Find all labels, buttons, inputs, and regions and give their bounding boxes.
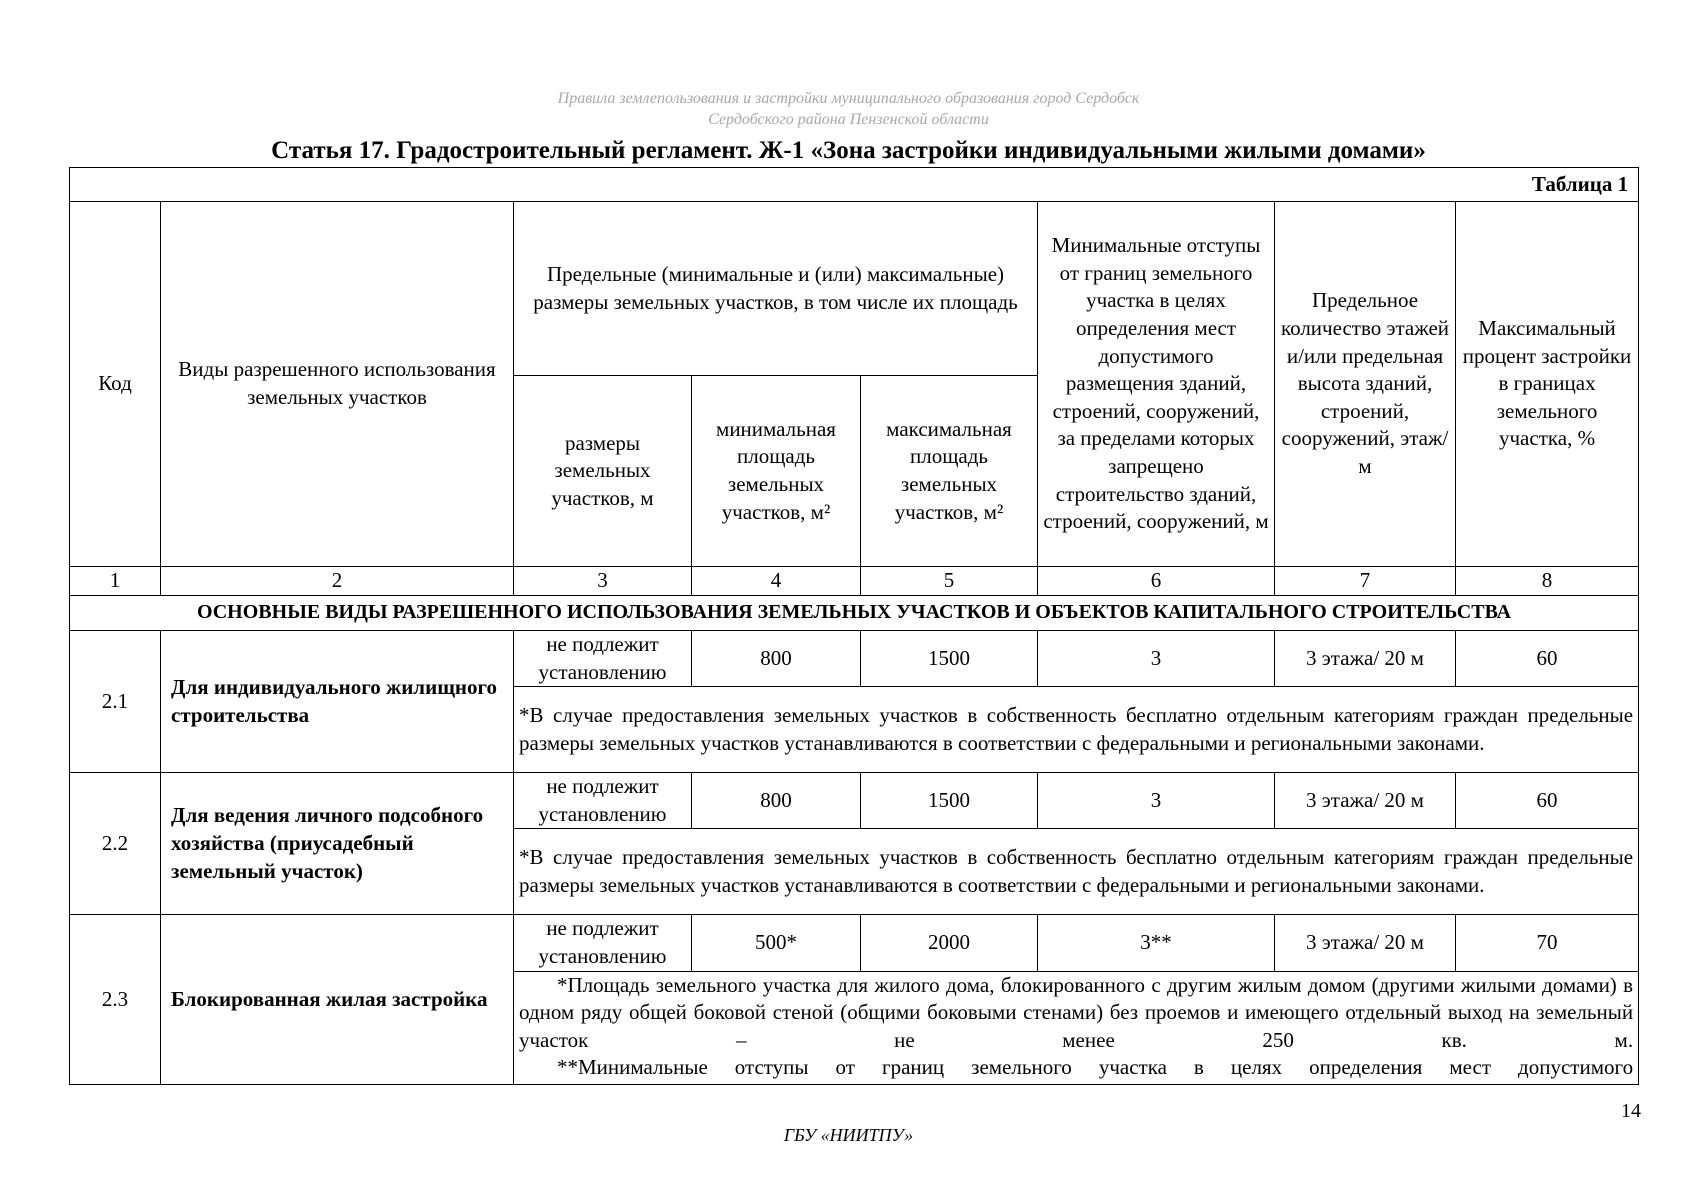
row-note: *В случае предоставления земельных участков в собственность бесплатно отдельным категориям граждан предельные размеры земельных участков устанавливаются в соответствии с федеральными и региональными законами. [514, 687, 1639, 773]
header-coverage: Максимальный процент застройки в границах земельного участка, % [1456, 202, 1639, 567]
column-number: 8 [1456, 567, 1639, 596]
running-header-line-2: Сердобского района Пензенской области [708, 111, 989, 128]
row-floors: 3 этажа/ 20 м [1275, 631, 1456, 687]
header-use-type: Виды разрешенного использования земельных участков [161, 202, 514, 567]
column-number: 4 [692, 567, 861, 596]
header-code: Код [70, 202, 161, 567]
row-floors: 3 этажа/ 20 м [1275, 915, 1456, 971]
row-min-area: 800 [692, 773, 861, 829]
row-note-paragraph: *Площадь земельного участка для жилого дома, блокированного с другим жилым домом (другими жилыми домами) в одном ряду общей боковой стеной (общими боковыми стенами) без проемов и имеющего отдельный выход на земельный участок – не менее 250 кв. м. [519, 972, 1634, 1052]
row-code: 2.1 [70, 631, 161, 773]
row-floors: 3 этажа/ 20 м [1275, 773, 1456, 829]
row-max-area: 2000 [861, 915, 1038, 971]
column-number: 2 [161, 567, 514, 596]
row-coverage: 60 [1456, 631, 1639, 687]
running-header-line-1: Правила землепользования и застройки муниципального образования город Сердобск [557, 90, 1140, 107]
row-plot-size: не подлежит установлению [514, 631, 692, 687]
table-row [70, 773, 1639, 829]
table-caption: Таблица 1 [70, 168, 1639, 202]
row-code: 2.2 [70, 773, 161, 915]
header-limits-group: Предельные (минимальные и (или) максимальные) размеры земельных участков, в том числе их площадь [514, 202, 1038, 376]
row-min-area: 500* [692, 915, 861, 971]
row-note-paragraph: **Минимальные отступы от границ земельного участка в целях определения мест допустимого [557, 1055, 1634, 1080]
row-max-area: 1500 [861, 773, 1038, 829]
header-max-area: максимальная площадь земельных участков, м² [861, 376, 1038, 567]
row-use-name: Для индивидуального жилищного строительства [161, 631, 514, 773]
header-plot-size: размеры земельных участков, м [514, 376, 692, 567]
row-setback: 3 [1038, 773, 1275, 829]
column-number-row [70, 567, 1639, 596]
header-floors: Предельное количество этажей и/или предельная высота зданий, строений, сооружений, этаж/м [1275, 202, 1456, 567]
section-title: ОСНОВНЫЕ ВИДЫ РАЗРЕШЕННОГО ИСПОЛЬЗОВАНИЯ ЗЕМЕЛЬНЫХ УЧАСТКОВ И ОБЪЕКТОВ КАПИТАЛЬНОГО СТРОИТЕЛЬСТВА [70, 596, 1639, 631]
row-note [514, 971, 1639, 1084]
row-use-name: Блокированная жилая застройка [161, 915, 514, 1084]
column-number: 7 [1275, 567, 1456, 596]
table-row [70, 915, 1639, 971]
page-number: 14 [1621, 1100, 1641, 1122]
column-number: 6 [1038, 567, 1275, 596]
row-code: 2.3 [70, 915, 161, 1084]
column-number: 5 [861, 567, 1038, 596]
row-max-area: 1500 [861, 631, 1038, 687]
column-number: 1 [70, 567, 161, 596]
row-setback: 3** [1038, 915, 1275, 971]
article-title: Статья 17. Градостроительный регламент. Ж-1 «Зона застройки индивидуальными жилыми домами» [271, 137, 1426, 164]
regulation-table [69, 167, 1639, 1085]
column-number: 3 [514, 567, 692, 596]
row-use-name: Для ведения личного подсобного хозяйства (приусадебный земельный участок) [161, 773, 514, 915]
header-setbacks: Минимальные отступы от границ земельного участка в целях определения мест допустимого размещения зданий, строений, сооружений, за пределами которых запрещено строительство зданий, строений, сооружений, м [1038, 202, 1275, 567]
row-coverage: 70 [1456, 915, 1639, 971]
row-min-area: 800 [692, 631, 861, 687]
row-plot-size: не подлежит установлению [514, 915, 692, 971]
header-min-area: минимальная площадь земельных участков, м² [692, 376, 861, 567]
table-row [70, 631, 1639, 687]
row-setback: 3 [1038, 631, 1275, 687]
page-footer: ГБУ «НИИТПУ» [783, 1125, 914, 1145]
row-note: *В случае предоставления земельных участков в собственность бесплатно отдельным категориям граждан предельные размеры земельных участков устанавливаются в соответствии с федеральными и региональными законами. [514, 829, 1639, 915]
row-plot-size: не подлежит установлению [514, 773, 692, 829]
row-coverage: 60 [1456, 773, 1639, 829]
